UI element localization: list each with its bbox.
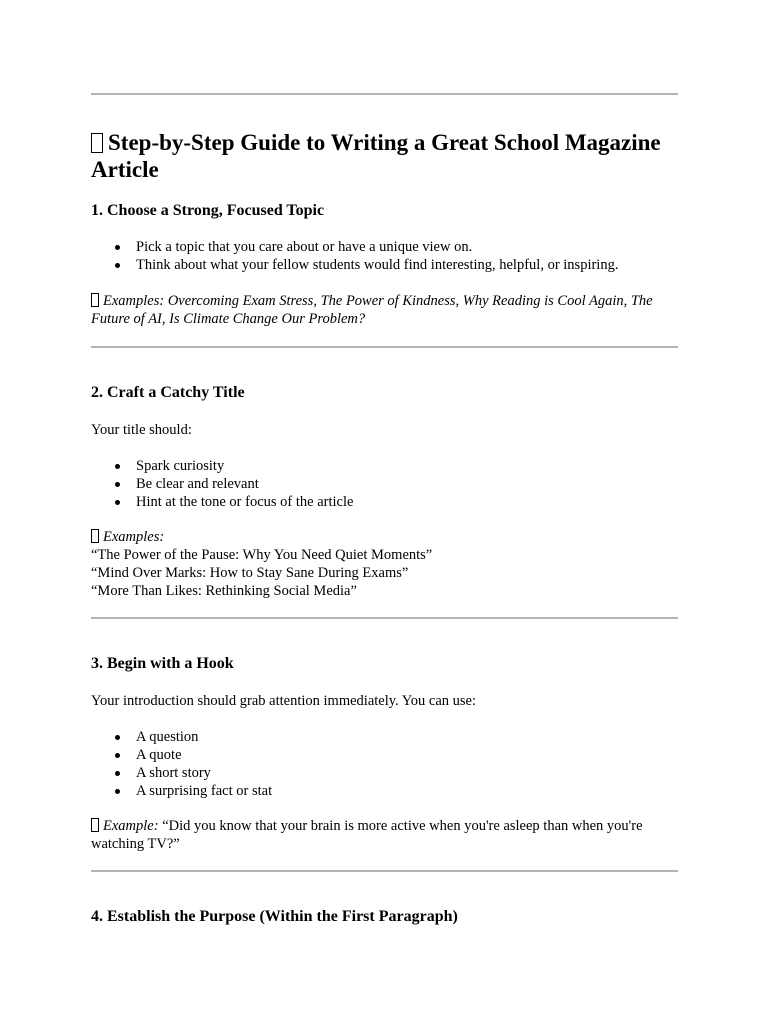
list-item: A quote [91, 746, 272, 764]
example-quote: “Mind Over Marks: How to Stay Sane During Exams” [91, 565, 409, 581]
section-heading: 4. Establish the Purpose (Within the First Paragraph) [91, 908, 458, 925]
document-title: Step-by-Step Guide to Writing a Great School Magazine Article [91, 130, 661, 182]
example-block [91, 528, 681, 600]
emoji-placeholder-icon [91, 529, 99, 543]
emoji-placeholder-icon [91, 133, 103, 153]
bullet-list [91, 238, 618, 274]
section-heading: 1. Choose a Strong, Focused Topic [91, 202, 325, 219]
emoji-placeholder-icon [91, 293, 99, 307]
paragraph: Your title should: [91, 422, 192, 438]
example-paragraph: Example: “Did you know that your brain is more active when you're asleep than when you're watching TV?” [91, 818, 643, 852]
list-item: A question [91, 728, 272, 746]
example-label: Example: [103, 818, 159, 834]
list-item: Hint at the tone or focus of the article [91, 493, 353, 511]
bullet-list [91, 457, 353, 511]
divider [91, 93, 678, 95]
emoji-placeholder-icon [91, 818, 99, 832]
list-item: A surprising fact or stat [91, 782, 272, 800]
list-item: Be clear and relevant [91, 475, 353, 493]
example-quote: “More Than Likes: Rethinking Social Media” [91, 583, 357, 599]
list-item: Pick a topic that you care about or have a unique view on. [91, 238, 618, 256]
divider [91, 870, 678, 872]
paragraph: Your introduction should grab attention immediately. You can use: [91, 693, 477, 709]
example-quote: “The Power of the Pause: Why You Need Quiet Moments” [91, 547, 433, 563]
list-item: Spark curiosity [91, 457, 353, 475]
divider [91, 617, 678, 619]
divider [91, 346, 678, 348]
list-item: Think about what your fellow students would find interesting, helpful, or inspiring. [91, 256, 618, 274]
example-label: Examples: [103, 529, 165, 545]
example-paragraph: Examples: Overcoming Exam Stress, The Power of Kindness, Why Reading is Cool Again, The Future of AI, Is Climate Change Our Problem? [91, 293, 653, 327]
section-heading: 2. Craft a Catchy Title [91, 384, 245, 401]
section-heading: 3. Begin with a Hook [91, 655, 234, 672]
list-item: A short story [91, 764, 272, 782]
bullet-list [91, 728, 272, 800]
